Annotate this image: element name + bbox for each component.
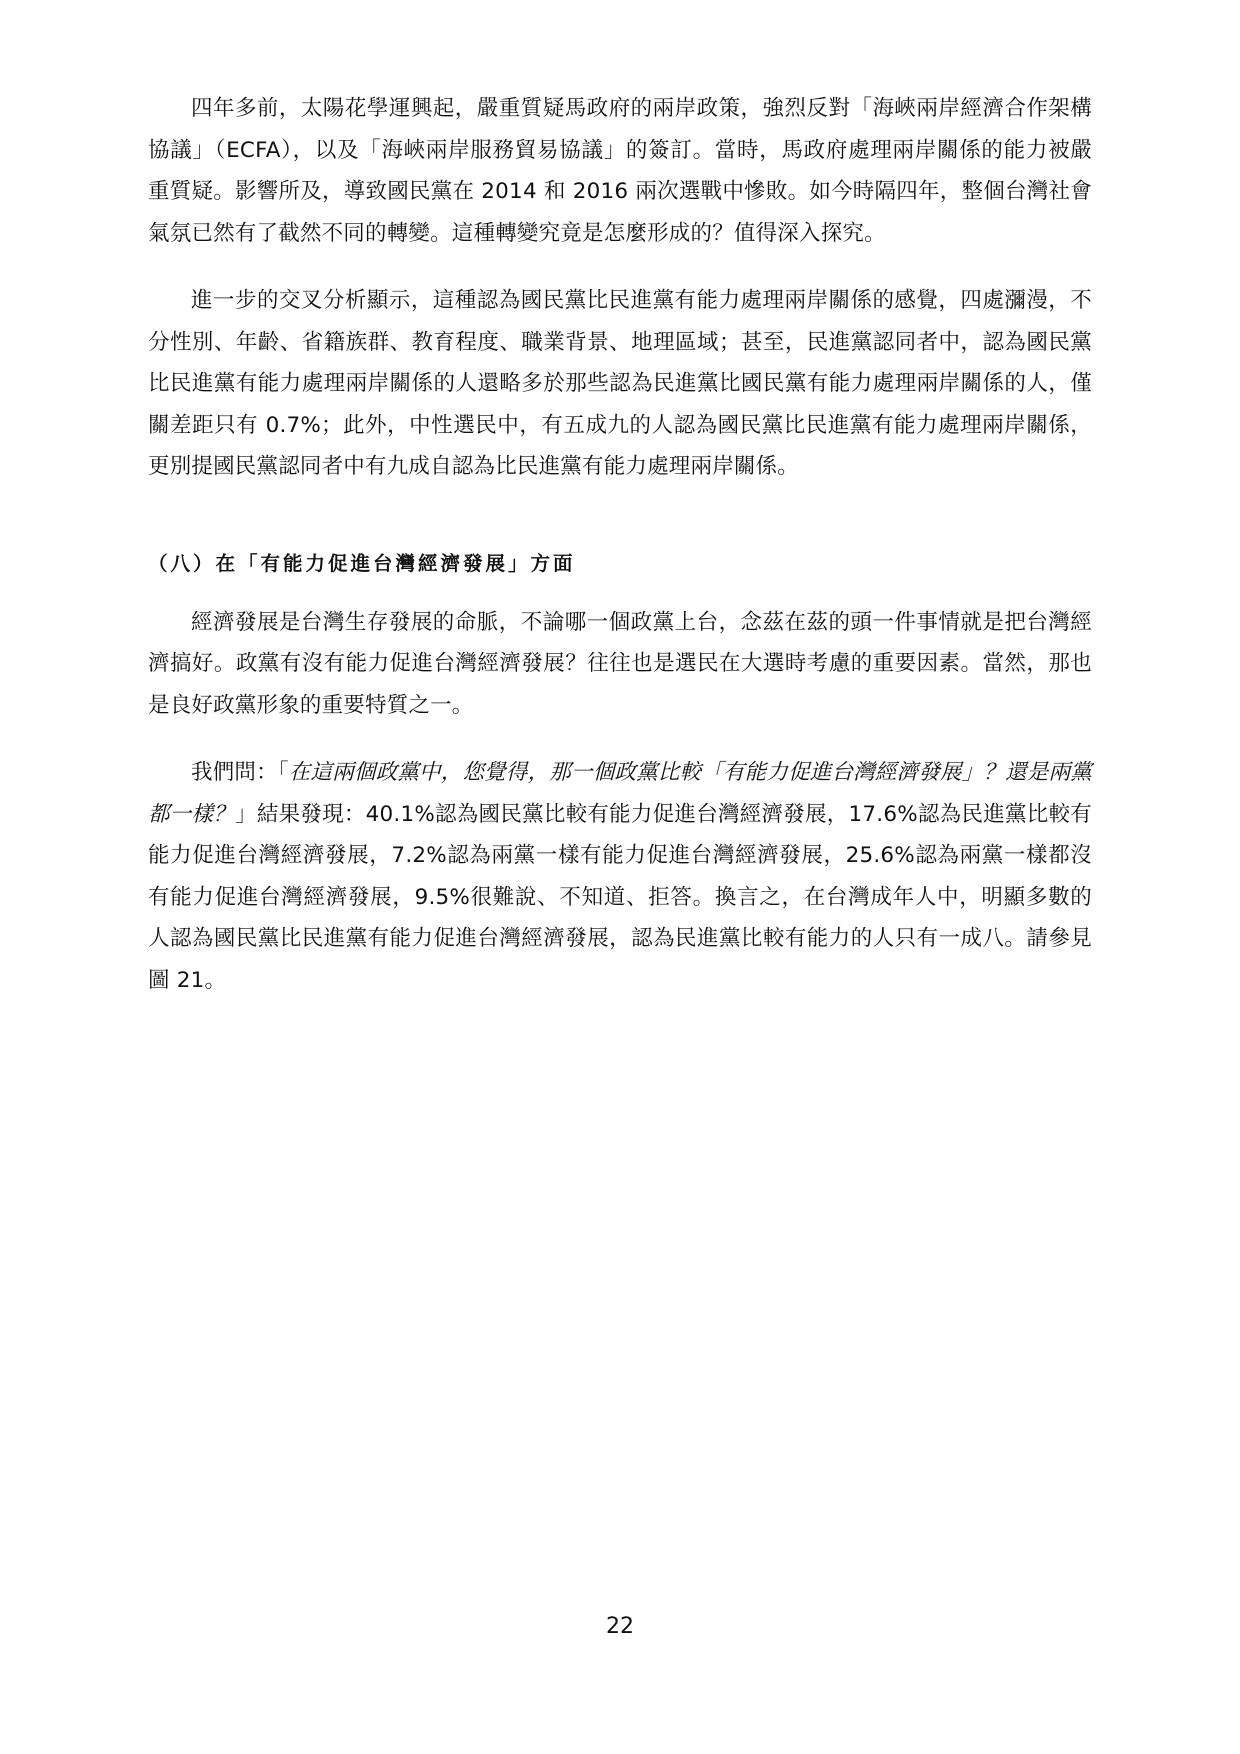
- page-number: 22: [606, 1614, 634, 1639]
- survey-results-text: 」結果發現：40.1%認為國民黨比較有能力促進台灣經濟發展，17.6%認為民進黨比較有能力促進台灣經濟發展，7.2%認為兩黨一樣有能力促進台灣經濟發展，25.6%認為兩黨一樣都沒有能力促進台灣經濟發展，9.5%很難說、不知道、拒答。換言之，在台灣成年人中，明顯多數的人認為國民黨比民進黨有能力促進台灣經濟發展，認為民進黨比較有能力的人只有一成八。請參見圖 21。: [148, 801, 1092, 993]
- page-content: [148, 88, 1092, 1027]
- paragraph-economic-development: 經濟發展是台灣生存發展的命脈，不論哪一個政黨上台，念茲在茲的頭一件事情就是把台灣經濟搞好。政黨有沒有能力促進台灣經濟發展？往往也是選民在大選時考慮的重要因素。當然，那也是良好政黨形象的重要特質之一。: [148, 609, 1092, 718]
- paragraph-sunflower-movement: 四年多前，太陽花學運興起，嚴重質疑馬政府的兩岸政策，強烈反對「海峽兩岸經濟合作架構協議」（ECFA），以及「海峽兩岸服務貿易協議」的簽訂。當時，馬政府處理兩岸關係的能力被嚴重質疑。影響所及，導致國民黨在 2014 和 2016 兩次選戰中慘敗。如今時隔四年，整個台灣社會氣氛已然有了截然不同的轉變。這種轉變究竟是怎麼形成的？值得深入探究。: [148, 96, 1092, 246]
- section-heading: （八）在「有能力促進台灣經濟發展」方面: [148, 551, 576, 575]
- survey-question-quote: 在這兩個政黨中，您覺得，那一個政黨比較「有能力促進台灣經濟發展」？還是兩黨都一樣？: [148, 760, 1092, 827]
- survey-question-prefix: 我們問：「: [191, 760, 289, 785]
- paragraph-cross-analysis: 進一步的交叉分析顯示，這種認為國民黨比民進黨有能力處理兩岸關係的感覺，四處瀰漫，不分性別、年齡、省籍族群、教育程度、職業背景、地理區域；甚至，民進黨認同者中，認為國民黨比民進黨有能力處理兩岸關係的人還略多於那些認為民進黨比國民黨有能力處理兩岸關係的人，僅關差距只有 0.7%；此外，中性選民中，有五成九的人認為國民黨比民進黨有能力處理兩岸關係，更別提國民黨認同者中有九成自認為比民進黨有能力處理兩岸關係。: [148, 288, 1092, 479]
- paragraph-survey-results: [148, 752, 1092, 1001]
